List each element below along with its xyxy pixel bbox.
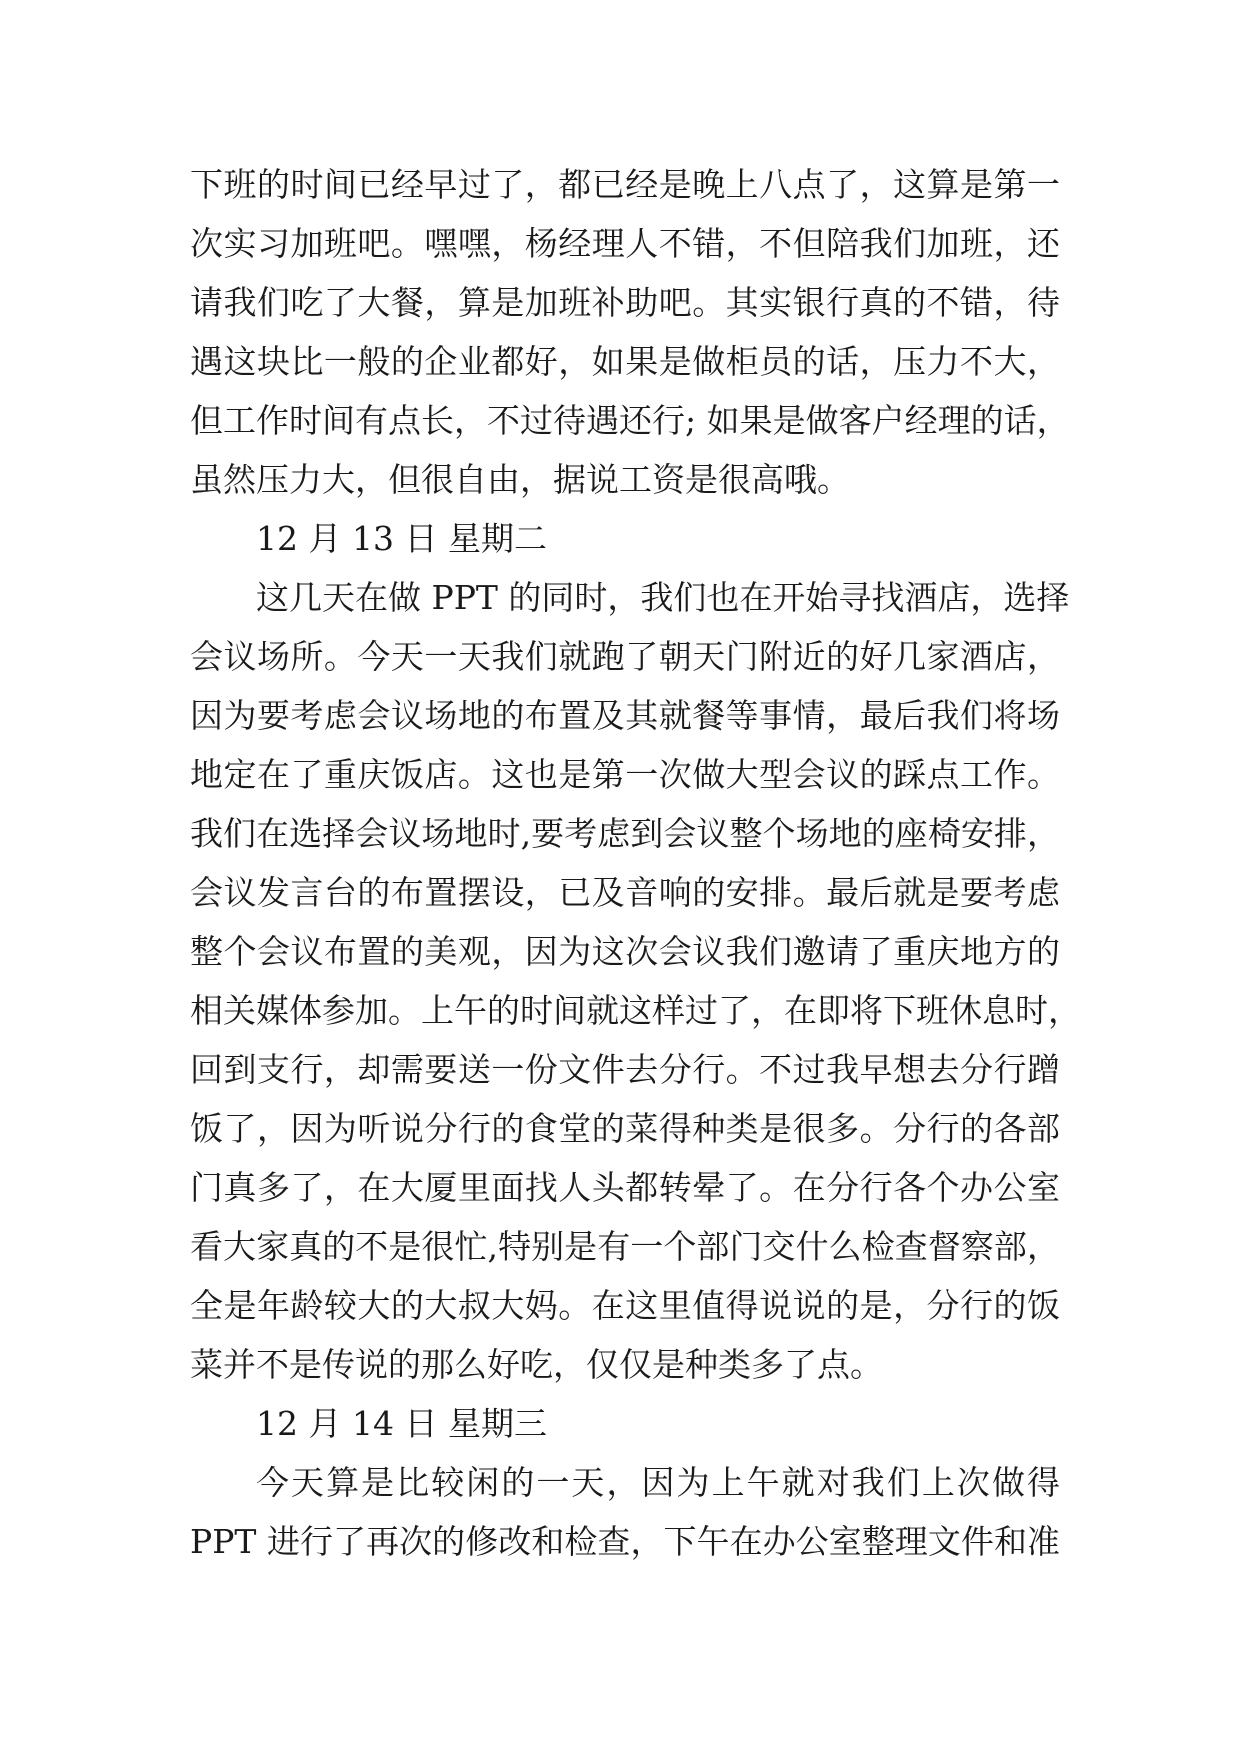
text-line: 整个会议布置的美观，因为这次会议我们邀请了重庆地方的 xyxy=(190,932,1060,971)
text-line: 遇这块比一般的企业都好，如果是做柜员的话，压力不大， xyxy=(190,342,1060,381)
text-line: 下班的时间已经早过了，都已经是晚上八点了，这算是第一 xyxy=(190,165,1060,204)
text-line: 地定在了重庆饭店。这也是第一次做大型会议的踩点工作。 xyxy=(190,755,1060,794)
document-body xyxy=(190,155,1081,1571)
text-line: 相关媒体参加。上午的时间就这样过了，在即将下班休息时， xyxy=(190,991,1081,1030)
text-line: 请我们吃了大餐，算是加班补助吧。其实银行真的不错，待 xyxy=(190,283,1060,322)
paragraph-ppt-revision xyxy=(190,1453,1060,1571)
paragraph-overtime xyxy=(190,155,1070,509)
text-line: 次实习加班吧。嘿嘿，杨经理人不错，不但陪我们加班，还 xyxy=(190,224,1060,263)
text-line: 回到支行，却需要送一份文件去分行。不过我早想去分行蹭 xyxy=(190,1050,1060,1089)
text-line: 全是年龄较大的大叔大妈。在这里值得说说的是，分行的饭 xyxy=(190,1286,1060,1325)
text-line: 菜并不是传说的那么好吃，仅仅是种类多了点。 xyxy=(190,1345,883,1384)
text-line: 这几天在做 PPT 的同时，我们也在开始寻找酒店，选择 xyxy=(256,578,1070,617)
date-heading-dec-13: 12 月 13 日 星期二 xyxy=(256,519,547,558)
text-line: 看大家真的不是很忙,特别是有一个部门交什么检查督察部， xyxy=(190,1227,1060,1266)
text-line: 今天算是比较闲的一天，因为上午就对我们上次做得 xyxy=(256,1463,1060,1502)
date-heading-dec-14: 12 月 14 日 星期三 xyxy=(256,1404,547,1443)
text-line: 我们在选择会议场地时,要考虑到会议整个场地的座椅安排， xyxy=(190,814,1060,853)
text-line: PPT 进行了再次的修改和检查，下午在办公室整理文件和准 xyxy=(190,1522,1060,1561)
text-line: 但工作时间有点长，不过待遇还行; 如果是做客户经理的话， xyxy=(190,401,1070,440)
text-line: 会议发言台的布置摆设，已及音响的安排。最后就是要考虑 xyxy=(190,873,1060,912)
text-line: 饭了，因为听说分行的食堂的菜得种类是很多。分行的各部 xyxy=(190,1109,1060,1148)
text-line: 会议场所。今天一天我们就跑了朝天门附近的好几家酒店， xyxy=(190,637,1060,676)
text-line: 门真多了，在大厦里面找人头都转晕了。在分行各个办公室 xyxy=(190,1168,1060,1207)
paragraph-venue-search xyxy=(190,568,1081,1394)
text-line: 因为要考虑会议场地的布置及其就餐等事情，最后我们将场 xyxy=(190,696,1060,735)
text-line: 虽然压力大，但很自由，据说工资是很高哦。 xyxy=(190,460,850,499)
